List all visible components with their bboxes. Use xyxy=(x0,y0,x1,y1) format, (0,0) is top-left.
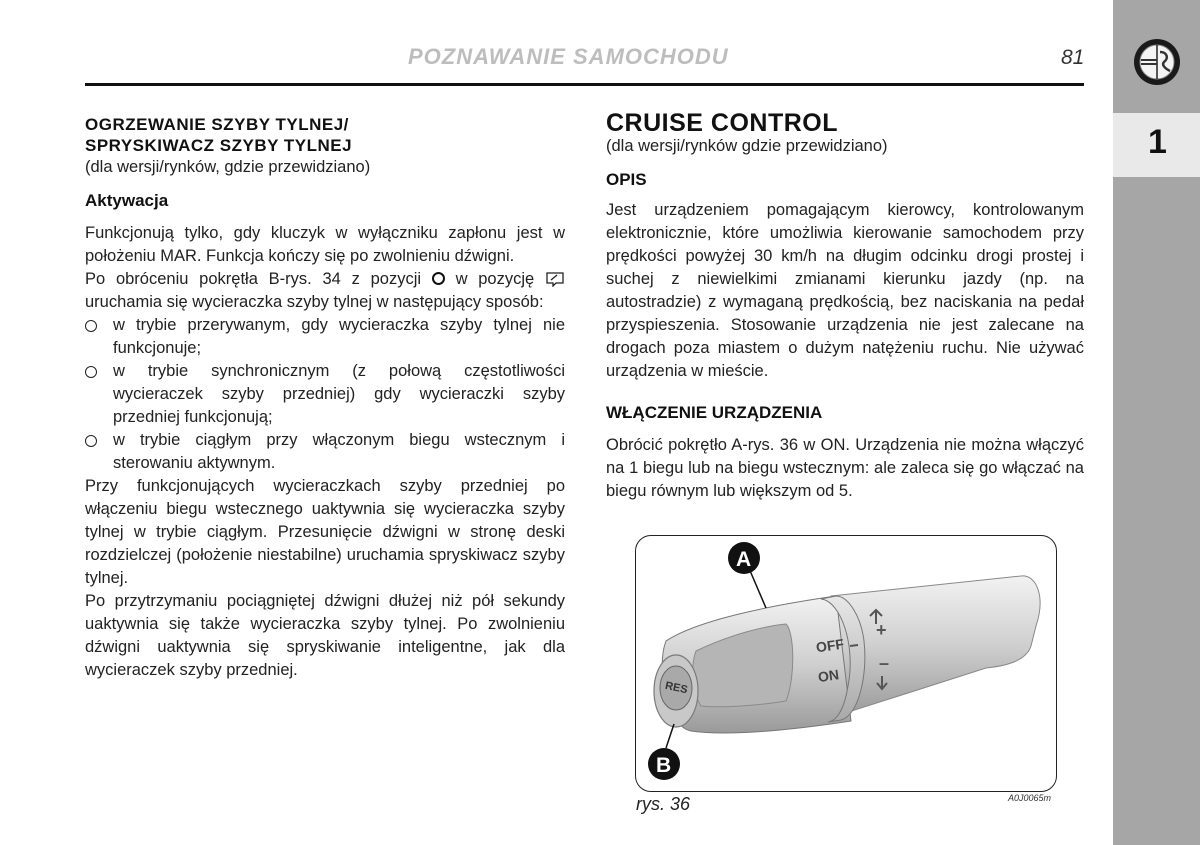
para2-part-b: w pozycję xyxy=(455,270,535,288)
left-subtitle: (dla wersji/rynków, gdzie przewidziano) xyxy=(85,158,371,176)
section-heading-wlaczenie: WŁĄCZENIE URZĄDZENIA xyxy=(606,403,823,422)
alfa-romeo-logo-icon xyxy=(1133,38,1181,86)
right-column xyxy=(606,109,1084,503)
left-column xyxy=(85,114,565,682)
list-item: w trybie ciągłym przy włączonym biegu wstecznym i sterowaniu aktywnym. xyxy=(85,429,565,475)
list-item: w trybie przerywanym, gdy wycieraczka szyby tylnej nie funkcjonuje; xyxy=(85,314,565,360)
page-title: POZNAWANIE SAMOCHODU xyxy=(408,44,729,69)
paragraph: Obrócić pokrętło A-rys. 36 w ON. Urządzenia nie można włączyć na 1 biegu lub na biegu wstecznym: ale zaleca się go włączać na biegu równym lub większym od 5. xyxy=(606,436,1084,500)
paragraph: Przy funkcjonujących wycieraczkach szyby przedniej po włączeniu biegu wstecznego uaktywnia się wycieraczka szyby tylnej w trybie ciągłym. Przesunięcie dźwigni w stronę deski rozdzielczej (położenie niestabilne) uruchamia spryskiwacz szyby tylnej. xyxy=(85,477,565,587)
left-heading-line1: OGRZEWANIE SZYBY TYLNEJ/ xyxy=(85,115,349,134)
paragraph: Funkcjonują tylko, gdy kluczyk w wyłączniku zapłonu jest w położeniu MAR. Funkcja kończy się po zwolnieniu dźwigni. xyxy=(85,224,565,265)
callout-a-label: A xyxy=(736,548,752,571)
para2-part-c: uruchamia się wycieraczka szyby tylnej w następujący sposób: xyxy=(85,293,544,311)
section-heading-opis: OPIS xyxy=(606,170,647,189)
on-label: ON xyxy=(816,666,840,686)
page-number: 81 xyxy=(1061,46,1085,69)
section-heading-aktywacja: Aktywacja xyxy=(85,191,169,210)
paragraph: Jest urządzeniem pomagającym kierowcy, kontrolowanym elektronicznie, które umożliwia kierowanie samochodem przy prędkości powyżej 30 km/h na długim odcinku drogi prostej i suchej z niewielkimi zmianami kierunku jazdy (np. na autostradzie) z wymaganą prędkością, bez naciskania na pedał przyspieszenia. Stosowanie urządzenia nie jest zalecane na drogach poza miastem o dużym natężeniu ruchu. Nie używać urządzenia w mieście. xyxy=(606,201,1084,380)
list-item: w trybie synchronicznym (z połową częstotliwości wycieraczek szyby przedniej) gdy wycieraczki szyby przedniej funkcjonują; xyxy=(85,360,565,429)
chapter-number: 1 xyxy=(1148,123,1167,161)
plus-label: + xyxy=(876,620,887,640)
right-subtitle: (dla wersji/rynków gdzie przewidziano) xyxy=(606,137,888,155)
figure-caption: rys. 36 xyxy=(636,794,691,814)
rear-wiper-icon xyxy=(545,271,565,287)
off-position-icon xyxy=(432,272,445,285)
off-label: OFF xyxy=(814,635,845,656)
res-label: RES xyxy=(663,679,689,697)
callout-b-label: B xyxy=(656,754,672,777)
minus-label: – xyxy=(879,653,890,673)
cruise-control-lever-figure xyxy=(635,535,1057,792)
para2-part-a: Po obróceniu pokrętła B-rys. 34 z pozycji xyxy=(85,270,422,288)
paragraph: Po przytrzymaniu pociągniętej dźwigni dłużej niż pół sekundy uaktywnia się także wycieraczka szyby tylnej. Po zwolnieniu dźwigni uaktywnia się spryskiwanie inteligentne, jak dla wycieraczek szyby przedniej. xyxy=(85,592,565,679)
chapter-tab[interactable] xyxy=(1113,113,1200,177)
left-heading-line2: SPRYSKIWACZ SZYBY TYLNEJ xyxy=(85,136,353,155)
lever-illustration xyxy=(636,536,1056,791)
header-divider xyxy=(85,83,1084,86)
cruise-control-heading: CRUISE CONTROL xyxy=(606,109,838,137)
figure-code: A0J0065m xyxy=(1008,793,1052,803)
paragraph-position xyxy=(85,268,565,314)
